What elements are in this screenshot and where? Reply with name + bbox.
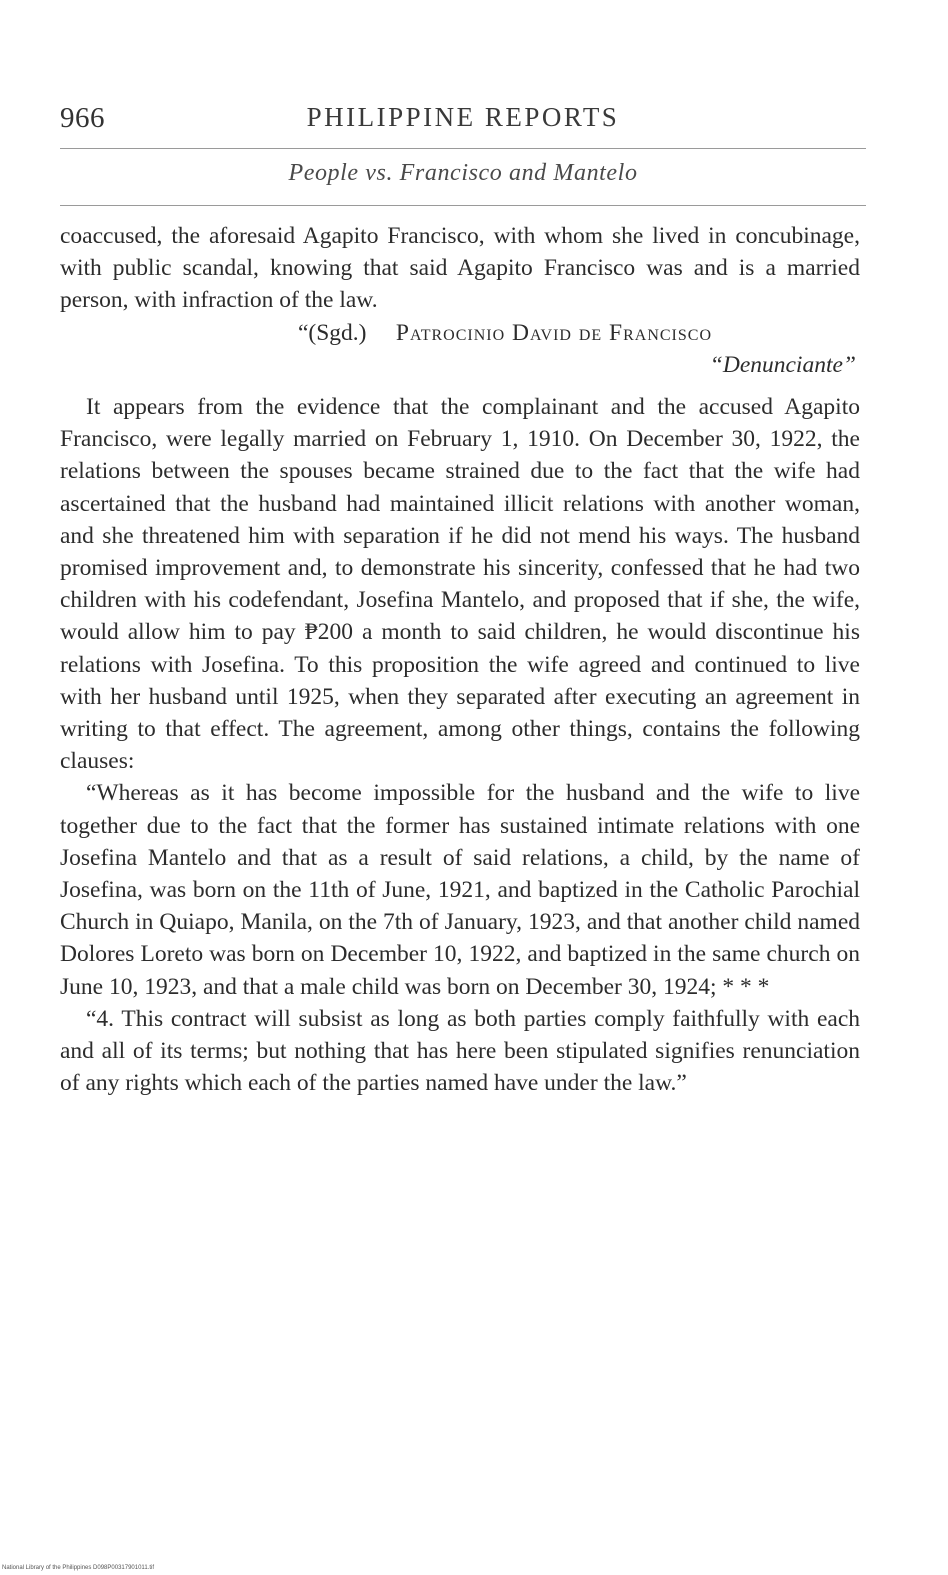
scan-footer: National Library of the Philippines D098P00317901011.tif <box>2 1565 154 1571</box>
signature-prefix: “(Sgd.) <box>297 319 367 346</box>
signature-line <box>60 317 860 349</box>
running-title: PHILIPPINE REPORTS <box>306 102 620 132</box>
signature-name: Patrocinio David de Francisco <box>395 319 713 346</box>
signature-role: “Denunciante” <box>709 351 856 378</box>
quoted-clause-paragraph: “4. This contract will subsist as long as both parties comply faithfully with each and all of its terms; but nothing that has here been stipulated signifies renunciation of any rights which each of the parties named have under the law.” <box>60 1005 860 1097</box>
header-divider-top <box>60 148 866 149</box>
page-header <box>60 98 866 142</box>
header-divider-bottom <box>60 205 866 206</box>
body-paragraph: It appears from the evidence that the complainant and the accused Agapito Francisco, were legally married on February 1, 1910. On December 30, 1922, the relations between the spouses became strained due to the fact that the wife had ascertained that the husband had maintained illicit relations with another woman, and she threatened him with separation if he did not mend his ways. The husband promised improvement and, to demonstrate his sincerity, confessed that he had two children with his codefendant, Josefina Mantelo, and proposed that if she, the wife, would allow him to pay ₱200 a month to said children, he would discontinue his relations with Josefina. To this proposition the wife agreed and continued to live with her husband until 1925, when they separated after executing an agreement in writing to that effect. The agreement, among other things, contains the following clauses: <box>60 394 860 775</box>
page-number: 966 <box>60 102 105 134</box>
body-text <box>60 220 860 1099</box>
quoted-clause-paragraph: “Whereas as it has become impossible for the husband and the wife to live together due to the fact that the former has sustained intimate relations with one Josefina Mantelo and that as a result of said relations, a child, by the name of Josefina, was born on the 11th of June, 1921, and baptized in the Catholic Parochial Church in Quiapo, Manila, on the 7th of January, 1923, and that another child named Dolores Loreto was born on December 10, 1922, and baptized in the same church on June 10, 1923, and that a male child was born on December 30, 1924; * * * <box>60 780 860 1000</box>
opening-paragraph: coaccused, the aforesaid Agapito Francisco, with whom she lived in concubinage, with public scandal, knowing that said Agapito Francisco was and is a married person, with infraction of the law. <box>60 223 860 314</box>
case-title: People vs. Francisco and Mantelo <box>288 160 638 186</box>
